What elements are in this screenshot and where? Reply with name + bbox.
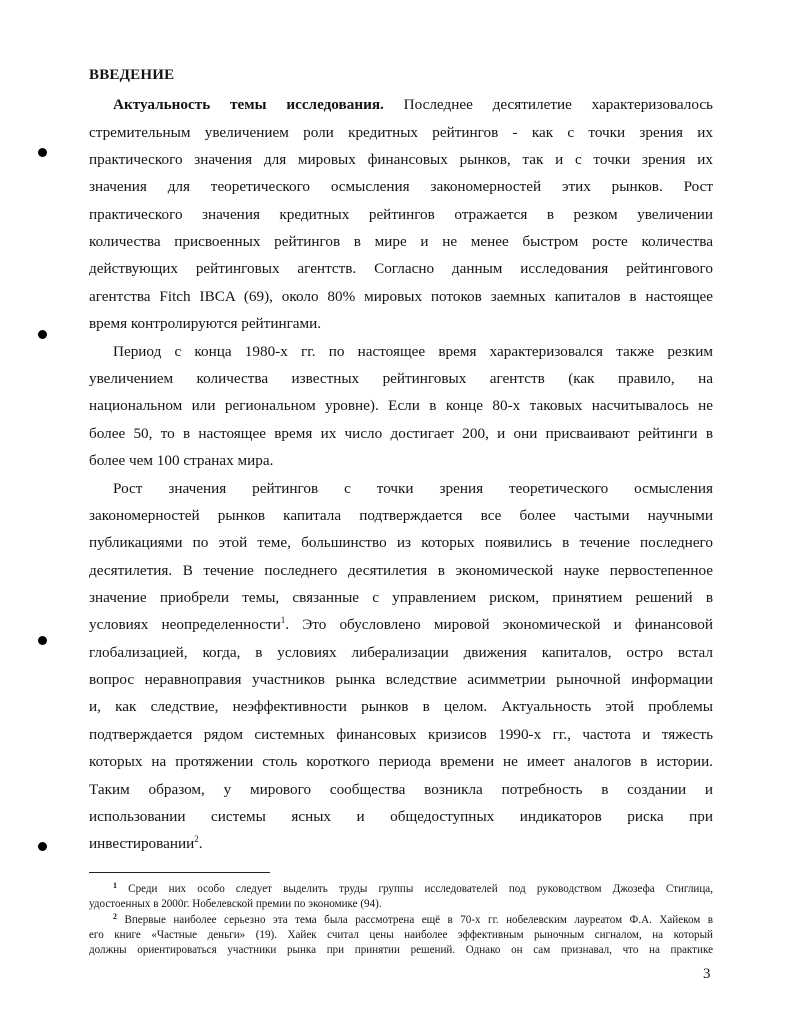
footnote-ref: 1 xyxy=(280,615,286,625)
text-line: условиях неопределенности$^1$. Это обусловлено мировой экономической и финансовой xyxy=(89,615,713,633)
text-line: инвестировании$^2$. xyxy=(89,834,203,852)
text-line: Рост значения рейтингов с точки зрения теоретического осмысления xyxy=(113,480,713,497)
footnote-ref: 2 xyxy=(194,834,199,844)
binding-hole-mark xyxy=(38,330,47,339)
text-line: более 50, то в настоящее время их число достигает 200, и они присваивают рейтинги в xyxy=(89,425,713,442)
footnote-line: $^1$ Среди них особо следует выделить труды группы исследователей под руководством Джозефа Стиглица, xyxy=(113,881,713,895)
text-line: более чем 100 странах мира. xyxy=(89,452,274,469)
text-line: стремительным увеличением роли кредитных рейтингов - как с точки зрения их xyxy=(89,124,713,141)
footnote-line: $^2$ Впервые наиболее серьезно эта тема была рассмотрена ещё в 70-х гг. нобелевским лауреатом Ф.А. Хайеком в xyxy=(113,912,713,926)
page-number: 3 xyxy=(703,966,711,982)
footnote-separator xyxy=(89,872,270,873)
text-line: публикациями по этой теме, большинство из которых появились в течение последнего xyxy=(89,534,713,551)
footnote-line: должны ориентироваться участники рынка при принятии решений. Однако он сам признавал, что на практике xyxy=(89,944,713,956)
binding-hole-mark xyxy=(38,842,47,851)
text-line: агентства Fitch IBCA (69), около 80% мировых потоков заемных капиталов в настоящее xyxy=(89,288,713,305)
text-line: использовании системы ясных и общедоступных индикаторов риска при xyxy=(89,808,713,825)
text-line: десятилетия. В течение последнего десятилетия в экономической науке первостепенное xyxy=(89,562,713,579)
text-line: закономерностей рынков капитала подтверждается все более частыми научными xyxy=(89,507,713,524)
text-line: и, как следствие, неэффективности рынков в целом. Актуальность этой проблемы xyxy=(89,698,713,715)
text-line: практического значения для мировых финансовых рынков, так и с точки зрения их xyxy=(89,151,713,168)
text-line: практического значения кредитных рейтингов отражается в резком увеличении xyxy=(89,206,713,223)
text-line: действующих рейтинговых агентств. Согласно данным исследования рейтингового xyxy=(89,260,713,277)
text-line: национальном или региональном уровне). Если в конце 80-х таковых насчитывалось не xyxy=(89,397,713,414)
lead-phrase: Актуальность темы исследования. xyxy=(113,96,384,113)
text-line: увеличением количества известных рейтинговых агентств (как правило, на xyxy=(89,370,713,387)
text-line: значения для теоретического осмысления закономерностей этих рынков. Рост xyxy=(89,178,713,195)
footnote-line: его книге «Частные деньги» (19). Хайек считал цены наиболее эффективным рыночным сигналом, на который xyxy=(89,929,713,941)
text-line: количества присвоенных рейтингов в мире и не менее быстром росте количества xyxy=(89,233,713,250)
footnote-number: 2 xyxy=(113,912,117,921)
text-line: Таким образом, у мирового сообщества возникла потребность в создании и xyxy=(89,781,713,798)
footnote-number: 1 xyxy=(113,881,117,890)
text-line: вопрос неравноправия участников рынка вследствие асимметрии рыночной информации xyxy=(89,671,713,688)
binding-hole-mark xyxy=(38,636,47,645)
text-line: которых на протяжении столь короткого периода времени не имеет аналогов в истории. xyxy=(89,753,713,770)
text-line: значение приобрели темы, связанные с управлением риском, принятием решений в xyxy=(89,589,713,606)
text-line: Период с конца 1980-х гг. по настоящее время характеризовался также резким xyxy=(113,343,713,360)
section-heading: ВВЕДЕНИЕ xyxy=(89,67,175,83)
text-line: подтверждается рядом системных финансовых кризисов 1990-х гг., частота и тяжесть xyxy=(89,726,713,743)
text-line: время контролируются рейтингами. xyxy=(89,315,322,332)
binding-hole-mark xyxy=(38,148,47,157)
footnote-line: удостоенных в 2000г. Нобелевской премии по экономике (94). xyxy=(89,898,382,910)
text-line: глобализацией, когда, в условиях либерализации движения капиталов, остро встал xyxy=(89,644,713,661)
text-line: Актуальность темы исследования. Последнее десятилетие характеризовалось xyxy=(113,96,713,113)
